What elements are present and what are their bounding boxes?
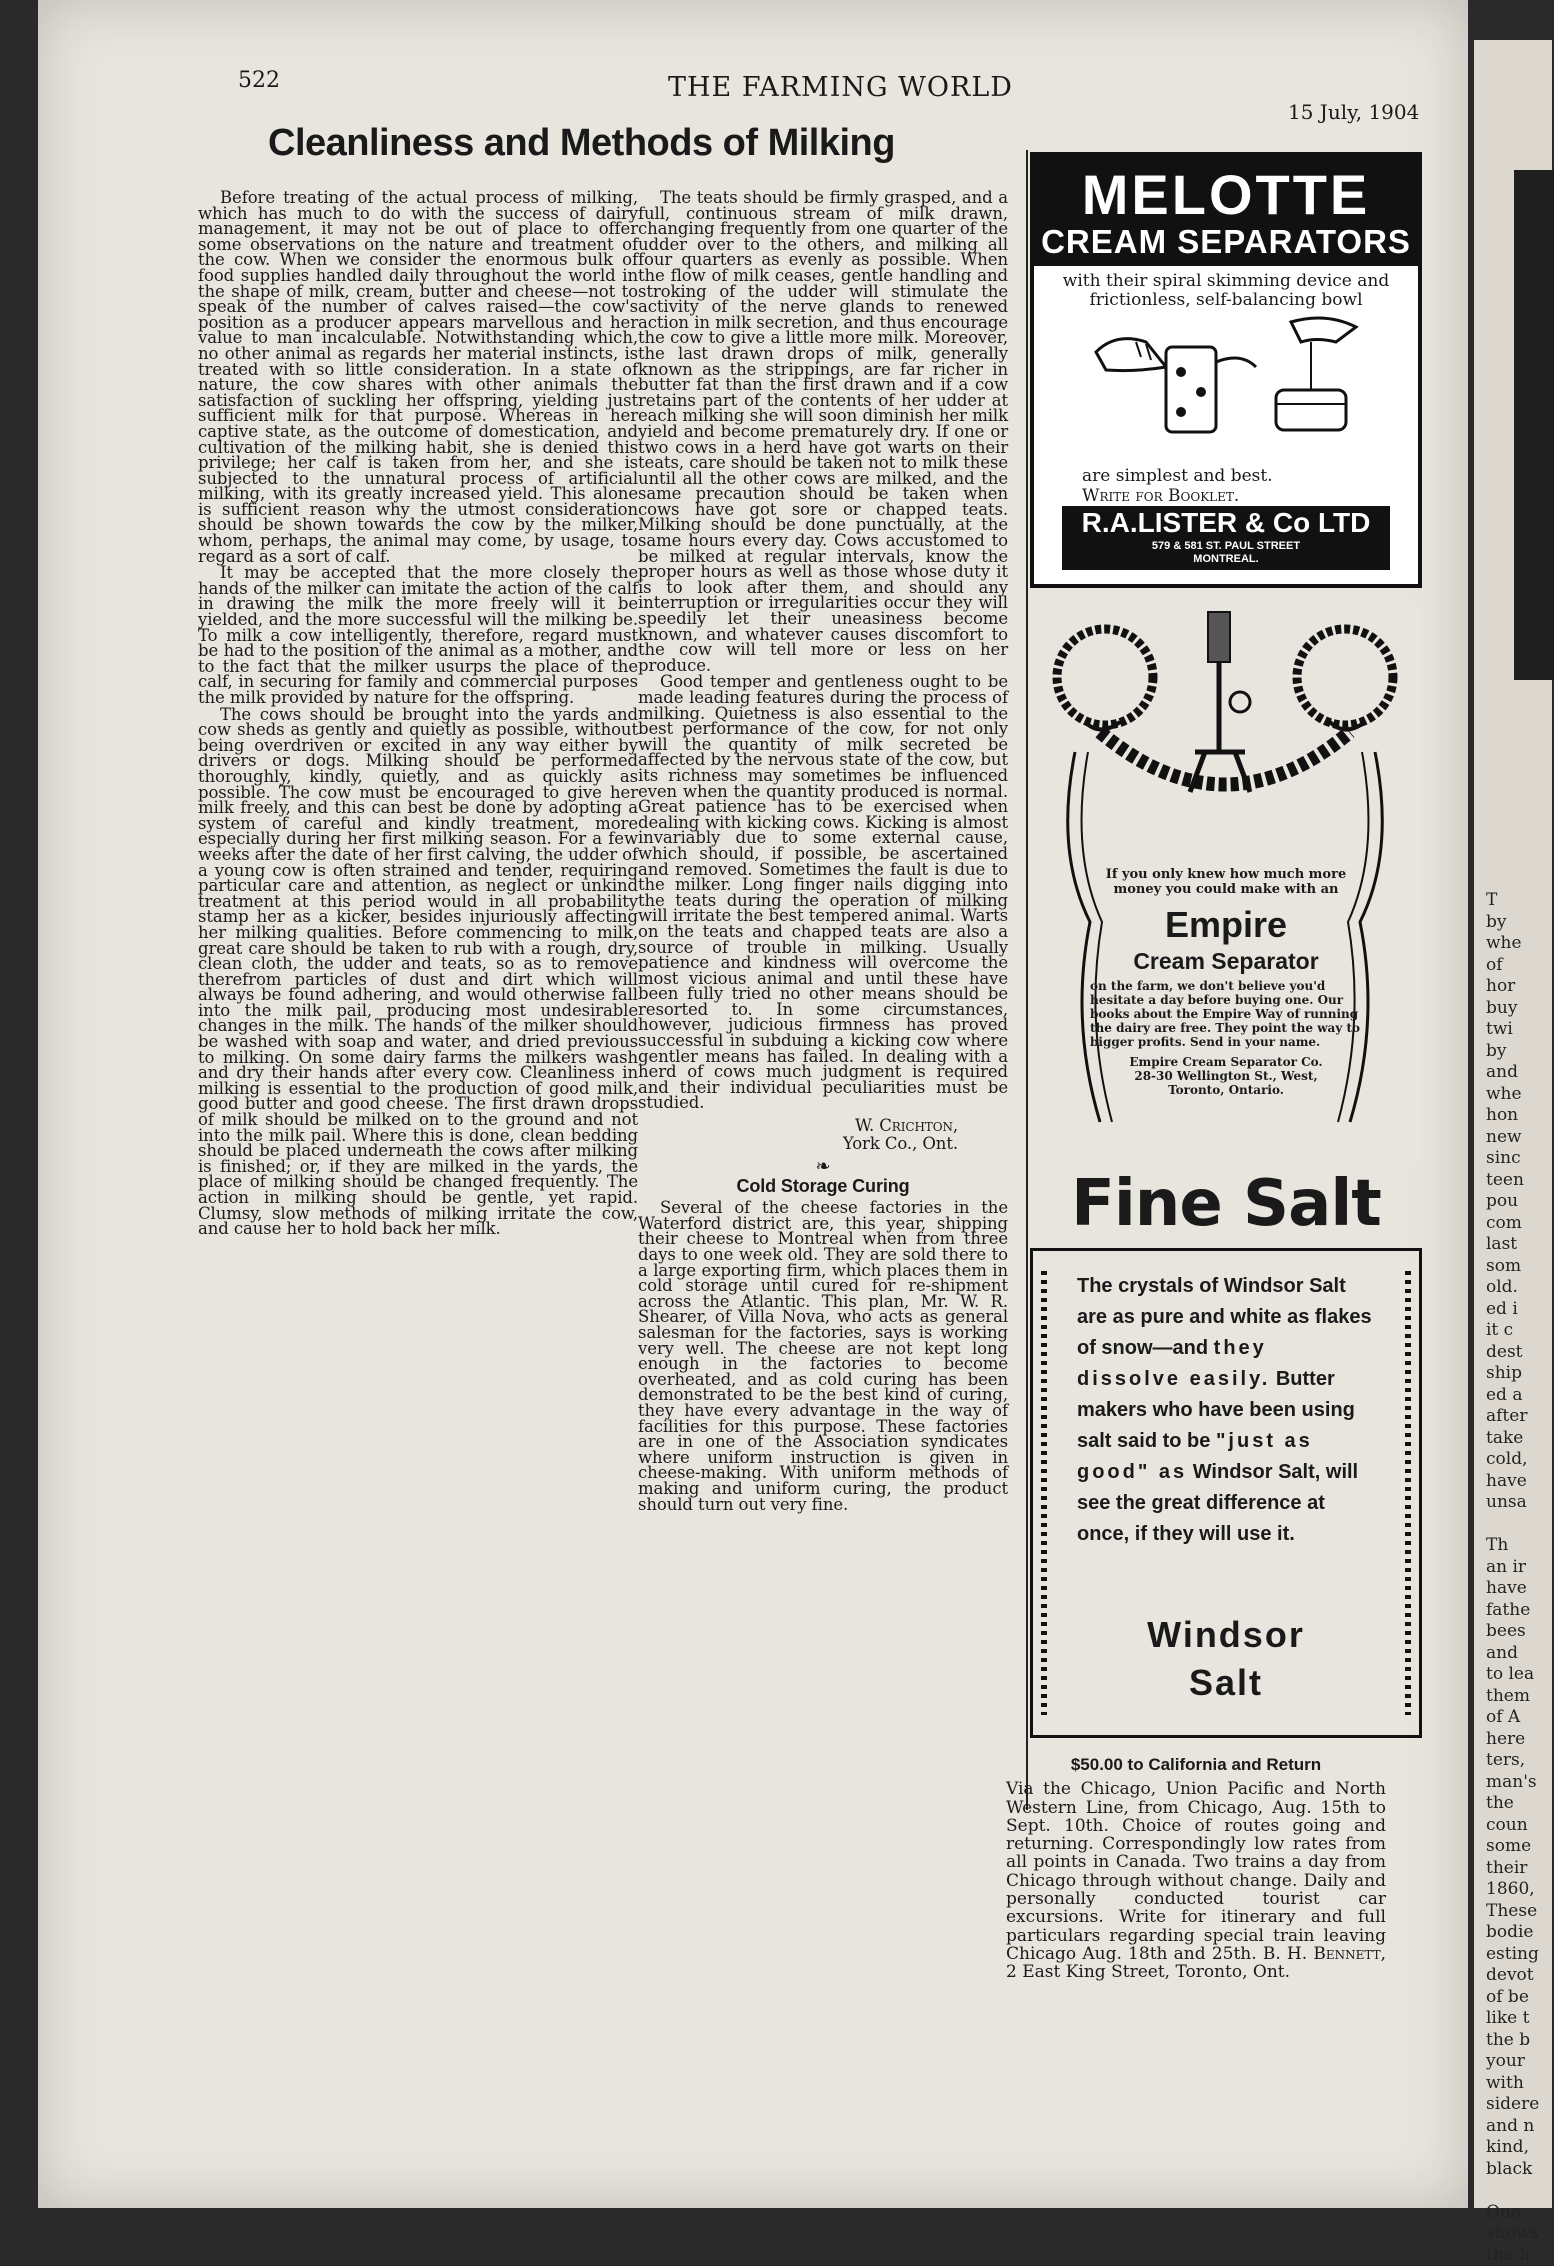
fragment-line: the h [1486,2245,1552,2266]
fragment-line: it c [1486,1320,1552,1342]
melotte-tagline [1082,466,1273,506]
page-number: 522 [238,68,280,93]
fragment-line [1486,1514,1552,1536]
fragment-line: hon [1486,1105,1552,1127]
fragment-line: sidere [1486,2094,1552,2116]
fragment-line: the b [1486,2030,1552,2052]
empire-body: on the farm, we don't believe you'd hesitate a day before buying one. Our books about the Empire Way of running the dairy are free. They point the way to bigger profits. Send in your name. [1090,979,1362,1049]
fragment-line [1486,2180,1552,2202]
salt-brand-line: Windsor [1033,1611,1419,1659]
salt-body [1077,1271,1375,1550]
fragment-line: sinc [1486,1148,1552,1170]
salt-body-text: they dissolve easily. [1077,1337,1270,1390]
fragment-line: last [1486,1234,1552,1256]
adjacent-page-edge [1474,40,1552,2208]
fragment-line: One [1486,2202,1552,2224]
fragment-line: and [1486,1062,1552,1084]
fragment-line: ship [1486,1363,1552,1385]
article-column-2 [638,190,1008,1512]
fragment-line: unsa [1486,1492,1552,1514]
fragment-line: them [1486,1686,1552,1708]
fragment-line: T [1486,890,1552,912]
melotte-title: MELOTTE [1034,166,1418,224]
fragment-line: of [1486,955,1552,977]
fragment-line: teen [1486,1170,1552,1192]
empire-subtitle: Cream Separator [1090,947,1362,975]
fragment-line: the [1486,1793,1552,1815]
salt-body-text: The crystals of Windsor Salt are as pure and white as flakes of snow—and [1077,1275,1372,1359]
fragment-line: bodie [1486,1922,1552,1944]
empire-address: 28-30 Wellington St., West, [1090,1069,1362,1083]
fragment-line: These [1486,1901,1552,1923]
fleuron-ornament: ❧ [638,1159,1008,1175]
lister-address: 579 & 581 ST. PAUL STREET [1062,540,1390,553]
empire-advertisement [1030,602,1422,1162]
fragment-line: whe [1486,933,1552,955]
paragraph: The teats should be firmly grasped, and a full, continuous stream of milk drawn, changing frequently from one quarter of the udder over to the others, and milking all four quarters as evenly as possible. When the flow of milk ceases, gentle handling and stroking of the udder will stimulate the activity of the nerve glands to renewed action in milk secretion, and thus encourage the cow to give a little more milk. Moreover, the last drawn drops of milk, generally known as the strippings, are far richer in butter fat than the first drawn and if a cow retains part of the contents of her udder at each milking she will soon diminish her milk yield and become prematurely dry. If one or two cows in a herd have got warts on their teats, care should be taken not to milk these until all the other cows are milked, and the same precaution should be taken when cows have got sore or chapped teats. Milking should be done punctually, at the same hours every day. Cows accustomed to be milked at regular intervals, know the proper hours as well as those whose duty it is to look after them, and should any interruption or irregularities occur they will speedily let their uneasiness become known, and whatever causes discomfort to the cow will tell more or less on her produce. [638,190,1008,673]
adjacent-photo [1514,170,1554,680]
separator-bowl-illustration [1076,312,1376,442]
fragment-line: by [1486,1041,1552,1063]
cold-storage-body: Several of the cheese factories in the Waterford district are, this year, shipping their cheese to Montreal when from three days to one week old. They are sold there to a large exporting firm, which places them in cold storage until cured for re-shipment across the Atlantic. This plan, Mr. W. R. Shearer, of Villa Nova, who acts as general salesman for the factories, says is working very well. The cheese are not kept long enough in the factories to become overheated, and as cold curing has been demonstrated to be the best kind of curing, they have every advantage in the way of facilities for this purpose. These factories are in one of the Association syndicates where uniform instruction is given in cheese-making. With uniform methods of making and uniform curing, the product should turn out very fine. [638,1200,1008,1512]
paragraph: Before treating of the actual process of milking, which has much to do with the success of dairy management, it may not be out of place to offer some observations on the nature and treatment of the cow. When we consider the enormous bulk of food supplies handled daily throughout the world in the shape of milk, cream, butter and cheese—not to speak of the number of calves raised—the cow's position as a producer appears marvellous and her value to man incalculable. Notwithstanding which, no other animal as regards her material instincts, is treated with so little consideration. In a state of nature, the cow shares with other animals the satisfaction of suckling her offspring, yielding just sufficient milk for that purpose. Whereas in her captive state, as the outcome of domestication, and cultivation of the milking habit, she is denied this privilege; her calf is taken from her, and she is subjected to the unnatural process of artificial milking, with its greatly increased yield. This alone is sufficient reason why the utmost consideration should be shown towards the cow by the milker, whom, perhaps, the animal may come, by usage, to regard as a sort of calf. [198,190,638,564]
adjacent-text-fragment [1486,890,1552,2266]
fragment-line: com [1486,1213,1552,1235]
melotte-simple-text: are simplest and best. [1082,466,1273,486]
california-title: $50.00 to California and Return [1006,1756,1386,1774]
signature-name: W. Crichton, [638,1117,958,1135]
salt-title: Fine Salt [1030,1168,1422,1240]
fragment-line: kind, [1486,2137,1552,2159]
cold-storage-title: Cold Storage Curing [638,1179,1008,1195]
windsor-salt-advertisement [1030,1168,1422,1758]
column-divider [1026,150,1028,1810]
fragment-line: ed a [1486,1385,1552,1407]
fragment-line: some [1486,1836,1552,1858]
fragment-line: after [1486,1406,1552,1428]
fragment-line: man's [1486,1772,1552,1794]
california-address: 2 East King Street, Toronto, Ont. [1006,1962,1290,1982]
fragment-line: pou [1486,1191,1552,1213]
fragment-line: new [1486,1127,1552,1149]
california-notice [1006,1756,1386,1982]
salt-body-text: Butter makers who have been using salt said to be [1077,1368,1355,1452]
article-signature [638,1117,958,1153]
article-column-1 [198,190,638,1237]
fragment-line: like t [1486,2008,1552,2030]
california-text: Via the Chicago, Union Pacific and North Western Line, from Chicago, Aug. 15th to Sept. 10th. Choice of routes going and returning. Correspondingly low rates from all points in Canada. Two trains a day from Chicago through without change. Daily and personally conducted tourist car excursions. Write for itinerary and full particulars regarding special train leaving Chicago Aug. 18th and 25th. [1006,1779,1386,1964]
fragment-line: buy [1486,998,1552,1020]
fragment-line: have [1486,1578,1552,1600]
fragment-line: cold, [1486,1449,1552,1471]
salt-body-text: "just as good" as [1077,1430,1313,1483]
fragment-line: your [1486,2051,1552,2073]
melotte-banner [1034,156,1418,266]
fragment-line: 1860, [1486,1879,1552,1901]
paragraph: Good temper and gentleness ought to be made leading features during the process of milking. Quietness is also essential to the best performance of the cow, for not only will the quantity of milk secreted be affected by the nervous state of the cow, but its richness may sometimes be influenced even when the quantity produced is normal. Great patience has to be exercised when dealing with kicking cows. Kicking is almost invariably due to some external cause, which should, if possible, be ascertained and removed. Sometimes the fault is due to the milker. Long finger nails digging into the teats during the operation of milking will irritate the best tempered animal. Warts on the teats and chapped teats are also a source of trouble in milking. Usually patience and kindness will overcome the most vicious animal and until these have been fully tried no other means should be resorted to. In some circumstances, however, judicious firmness has proved successful in subduing a kicking cow where gentler means has failed. In dealing with a herd of cows much judgment is required and their individual peculiarities must be studied. [638,674,1008,1111]
fragment-line: and [1486,1643,1552,1665]
windsor-salt-brand [1033,1611,1419,1707]
salt-body-text: Windsor Salt, will see the great difference at once, if they will use it. [1077,1461,1358,1545]
empire-copy [1090,867,1362,1097]
lister-company: R.A.LISTER & Co LTD [1062,506,1390,540]
melotte-subtitle: CREAM SEPARATORS [1034,224,1418,260]
fragment-line: an ir [1486,1557,1552,1579]
fragment-line: ed i [1486,1299,1552,1321]
empire-company: Empire Cream Separator Co. [1090,1055,1362,1069]
lister-city: MONTREAL. [1062,553,1390,566]
signature-place: York Co., Ont. [638,1135,958,1153]
paragraph: It may be accepted that the more closely the hands of the milker can imitate the action of the calf in drawing the milk the more freely will it be yielded, and the more successful will the milking be. To milk a cow intelligently, therefore, regard must be had to the position of the animal as a mother, and to the fact that the milker usurps the place of the calf, in securing for family and commercial purposes the milk provided by nature for the offspring. [198,565,638,705]
fragment-line: by [1486,912,1552,934]
fragment-line: dest [1486,1342,1552,1364]
california-agent: B. H. Bennett, [1263,1944,1386,1964]
fragment-line: shows [1486,2223,1552,2245]
empire-city: Toronto, Ontario. [1090,1083,1362,1097]
fragment-line: with [1486,2073,1552,2095]
fragment-line: of be [1486,1987,1552,2009]
fragment-line: take [1486,1428,1552,1450]
fragment-line: old. [1486,1277,1552,1299]
paragraph: The cows should be brought into the yards and cow sheds as gently and quietly as possible, without being overdriven or excited in any way either by drivers or dogs. Milking should be performed thoroughly, kindly, quietly, and as quickly as possible. The cow must be encouraged to give her milk freely, and this can best be done by adopting a system of careful and kindly treatment, more especially during her first milking season. For a few weeks after the date of her first calving, the udder of a young cow is often strained and tender, requiring particular care and attention, as neglect or unkind treatment at this period would in all probability stamp her as a kicker, besides injuriously affecting her milking qualities. Before commencing to milk, great care should be taken to rub with a rough, dry, clean cloth, the udder and teats, so as to remove therefrom particles of dust and dirt which will always be found adhering, and would otherwise fall into the milk pail, producing most undesirable changes in the milk. The hands of the milker should be washed with soap and water, and dried previous to milking. On some dairy farms the milkers wash and dry their hands after every cow. Cleanliness in milking is essential to the production of good milk, good butter and good cheese. The first drawn drops of milk should be milked on to the ground and not into the milk pail. Where this is done, clean bedding should be placed underneath the cows after milking is finished; or, if they are milked in the yards, the place of milking should be changed frequently. The action in milking should be gentle, yet rapid. Clumsy, slow methods of milking irritate the cow, and cause her to hold back her milk. [198,707,638,1237]
fragment-line: and n [1486,2116,1552,2138]
fragment-line: hor [1486,976,1552,998]
fragment-line: devot [1486,1965,1552,1987]
salt-copy-box [1030,1248,1422,1738]
fragment-line: twi [1486,1019,1552,1041]
melotte-description: with their spiral skimming device and frictionless, self-balancing bowl [1034,266,1418,310]
empire-lead: If you only knew how much more money you could make with an [1090,867,1362,897]
fragment-line: bees [1486,1621,1552,1643]
fragment-line: to lea [1486,1664,1552,1686]
fragment-line: of A [1486,1707,1552,1729]
fragment-line: their [1486,1858,1552,1880]
california-body [1006,1780,1386,1981]
fragment-line: esting [1486,1944,1552,1966]
salt-brand-line: Salt [1033,1659,1419,1707]
fragment-line: som [1486,1256,1552,1278]
fragment-line: coun [1486,1815,1552,1837]
fragment-line: ters, [1486,1750,1552,1772]
fragment-line: here [1486,1729,1552,1751]
fragment-line: have [1486,1471,1552,1493]
magazine-title: THE FARMING WORLD [668,72,1013,103]
empire-name: Empire [1090,903,1362,947]
fragment-line: Th [1486,1535,1552,1557]
fragment-line: fathe [1486,1600,1552,1622]
melotte-advertisement [1030,152,1422,588]
fragment-line: black [1486,2159,1552,2181]
fragment-line: whe [1486,1084,1552,1106]
issue-date: 15 July, 1904 [1288,100,1419,124]
article-title: Cleanliness and Methods of Milking [268,122,1028,165]
melotte-write-text: Write for Booklet. [1082,486,1273,506]
lister-company-panel [1062,506,1390,570]
magazine-page [38,0,1468,2208]
